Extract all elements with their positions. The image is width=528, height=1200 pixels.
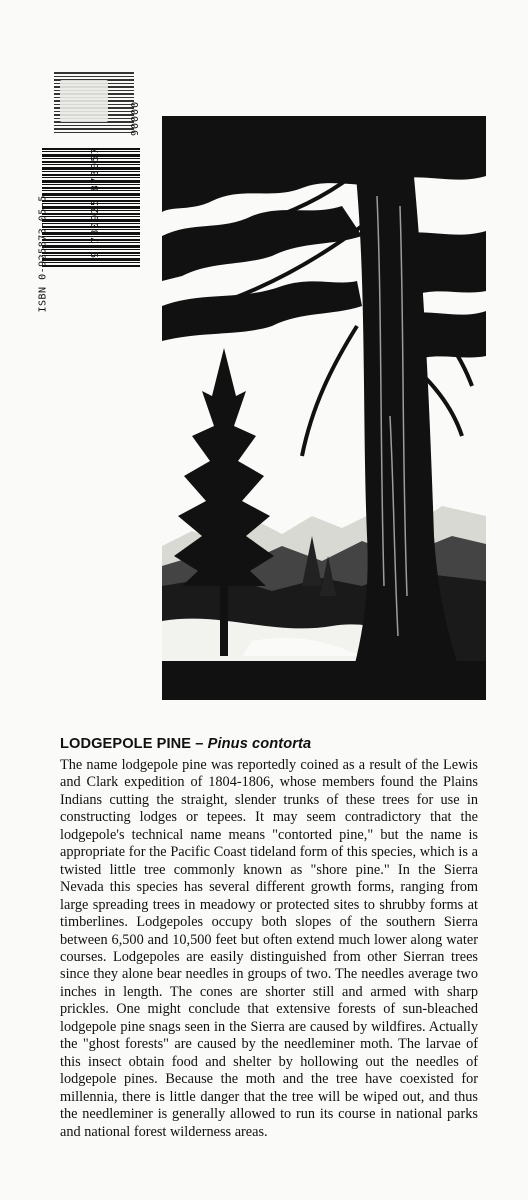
- species-title: [60, 736, 478, 752]
- species-description: The name lodgepole pine was reportedly coined as a result of the Lewis and Clark expedition of 1804-1806, whose members found the Plains Indians cutting the straight, slender trunks of these trees for use in constructing lodges or tepees. It may seem contradictory that the lodgepole's technical name means "contorted pine," but the name is appropriate for the Pacific Coast tideland form of this species, which is a twisted little tree commonly known as "shore pine." In the Sierra Nevada this species has several different growth forms, ranging from large spreading trees in meadowy or protected sites to shrubby forms at timberlines. Lodgepoles occupy both slopes of the southern Sierra between 6,500 and 10,500 feet but often extend much lower along water courses. Lodgepoles are easily distinguished from other Sierran trees since they alone bear needles in groups of two. The needles average two inches in length. The cones are shorter still and armed with sharp prickles. One might conclude that extensive forests of sun-bleached lodgepole pine snags seen in the Sierra are caused by wildfires. Actually the "ghost forests" are caused by the needleminer moth. The larvae of this insect obtain food and shelter by hollowing out the needles of lodgepole pines. Because the moth and the tree have coexisted for millennia, there is little danger that the tree will be wiped out, and thus the needleminer is generally allowed to run its course in national parks and national forest wilderness areas.: [60, 757, 478, 1140]
- ean-digits: 9 780925 873057: [90, 146, 101, 258]
- title-dash: –: [191, 736, 208, 752]
- isbn-barcode: [34, 66, 154, 313]
- addon-digits: 90000: [130, 100, 141, 136]
- lodgepole-pine-woodcut-icon: [162, 116, 486, 700]
- species-caption: [60, 736, 478, 1141]
- latin-name: Pinus contorta: [207, 736, 312, 752]
- common-name: LODGEPOLE PINE: [60, 736, 192, 752]
- barcode-sticker: [60, 80, 108, 122]
- isbn-text: ISBN 0-925873-05-5: [37, 195, 49, 313]
- pine-illustration: [162, 116, 486, 700]
